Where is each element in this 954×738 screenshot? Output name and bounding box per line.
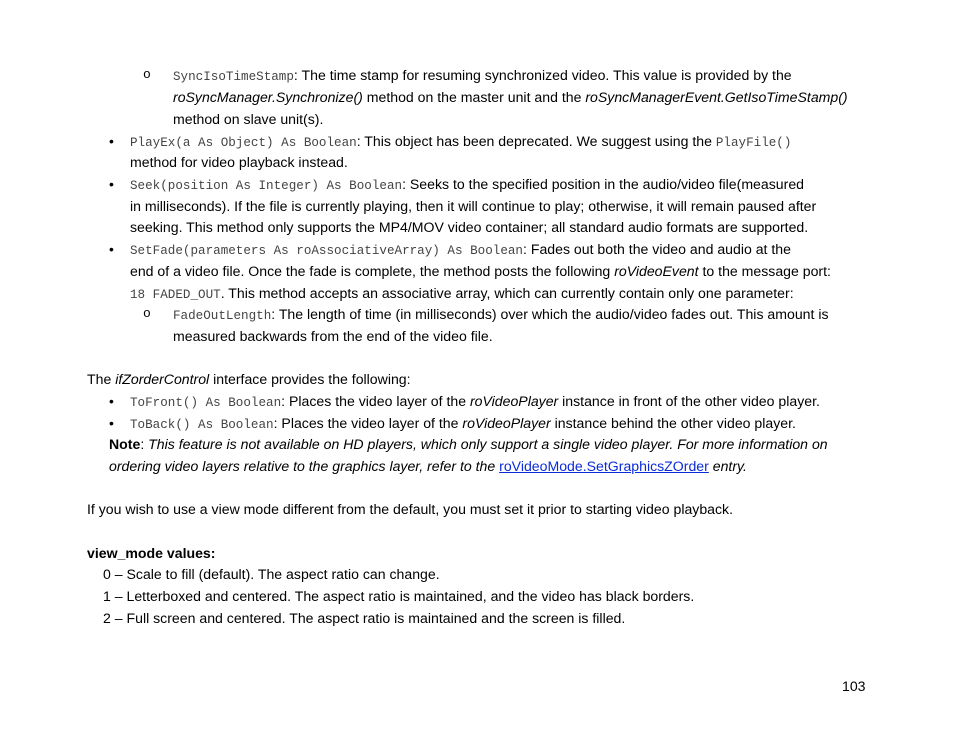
sub-bullet: o [143, 306, 151, 321]
code-setfade: SetFade(parameters As roAssociativeArray) As Boolean [130, 244, 523, 258]
view-mode-heading: view_mode values: [87, 545, 216, 561]
bullet: • [109, 176, 114, 192]
page-number: 103 [842, 678, 866, 694]
code-tofront: ToFront() As Boolean [130, 396, 282, 410]
playex-line-2: method for video playback instead. [130, 154, 348, 170]
code-faded-out: 18 FADED_OUT [130, 288, 221, 302]
bullet: • [109, 241, 114, 257]
note-label: Note [109, 436, 141, 452]
sync-iso-timestamp-line-3: method on slave unit(s). [173, 111, 324, 127]
bullet: • [109, 133, 114, 149]
note-line-1: Note: This feature is not available on HD players, which only support a single video player. For more information on [109, 436, 828, 452]
playex-line-1: PlayEx(a As Object) As Boolean: This object has been deprecated. We suggest using the PlayFile() [130, 133, 792, 150]
bullet: • [109, 415, 114, 431]
sub-bullet: o [143, 67, 151, 82]
code-toback: ToBack() As Boolean [130, 418, 274, 432]
code-sync-iso-timestamp: SyncIsoTimeStamp [173, 70, 294, 84]
setfade-line-2: end of a video file. Once the fade is complete, the method posts the following roVideoEvent to the message port: [130, 263, 831, 279]
fadeoutlength-line-2: measured backwards from the end of the video file. [173, 328, 493, 344]
setfade-line-3: 18 FADED_OUT. This method accepts an associative array, which can currently contain only one parameter: [130, 285, 794, 302]
view-mode-value-0: 0 – Scale to fill (default). The aspect ratio can change. [103, 566, 440, 582]
view-mode-intro: If you wish to use a view mode different from the default, you must set it prior to starting video playback. [87, 501, 734, 517]
seek-line-1: Seek(position As Integer) As Boolean: Seeks to the specified position in the audio/video file(measured [130, 176, 804, 193]
seek-line-2: in milliseconds). If the file is currently playing, then it will continue to play; otherwise, it will remain paused after [130, 198, 817, 214]
code-fadeoutlength: FadeOutLength [173, 309, 272, 323]
toback-line: ToBack() As Boolean: Places the video layer of the roVideoPlayer instance behind the other video player. [130, 415, 796, 432]
sync-iso-timestamp-line-2: roSyncManager.Synchronize() method on the master unit and the roSyncManagerEvent.GetIsoTimeStamp() [173, 89, 848, 105]
view-mode-value-1: 1 – Letterboxed and centered. The aspect ratio is maintained, and the video has black borders. [103, 588, 695, 604]
code-seek: Seek(position As Integer) As Boolean [130, 179, 403, 193]
tofront-line: ToFront() As Boolean: Places the video layer of the roVideoPlayer instance in front of the other video player. [130, 393, 820, 410]
view-mode-value-2: 2 – Full screen and centered. The aspect ratio is maintained and the screen is filled. [103, 610, 626, 626]
link-set-graphics-zorder[interactable]: roVideoMode.SetGraphicsZOrder [499, 458, 709, 474]
code-playex: PlayEx(a As Object) As Boolean [130, 136, 357, 150]
fadeoutlength-line-1: FadeOutLength: The length of time (in milliseconds) over which the audio/video fades out. This amount is [173, 306, 829, 323]
seek-line-3: seeking. This method only supports the MP4/MOV video container; all standard audio formats are supported. [130, 219, 809, 235]
zorder-intro: The ifZorderControl interface provides the following: [87, 371, 411, 387]
setfade-line-1: SetFade(parameters As roAssociativeArray) As Boolean: Fades out both the video and audio at the [130, 241, 791, 258]
bullet: • [109, 393, 114, 409]
code-playfile: PlayFile() [715, 136, 792, 150]
sync-iso-timestamp-line-1: SyncIsoTimeStamp: The time stamp for resuming synchronized video. This value is provided by the [173, 67, 792, 84]
note-line-2: ordering video layers relative to the graphics layer, refer to the roVideoMode.SetGraphicsZOrder entry. [109, 458, 747, 474]
